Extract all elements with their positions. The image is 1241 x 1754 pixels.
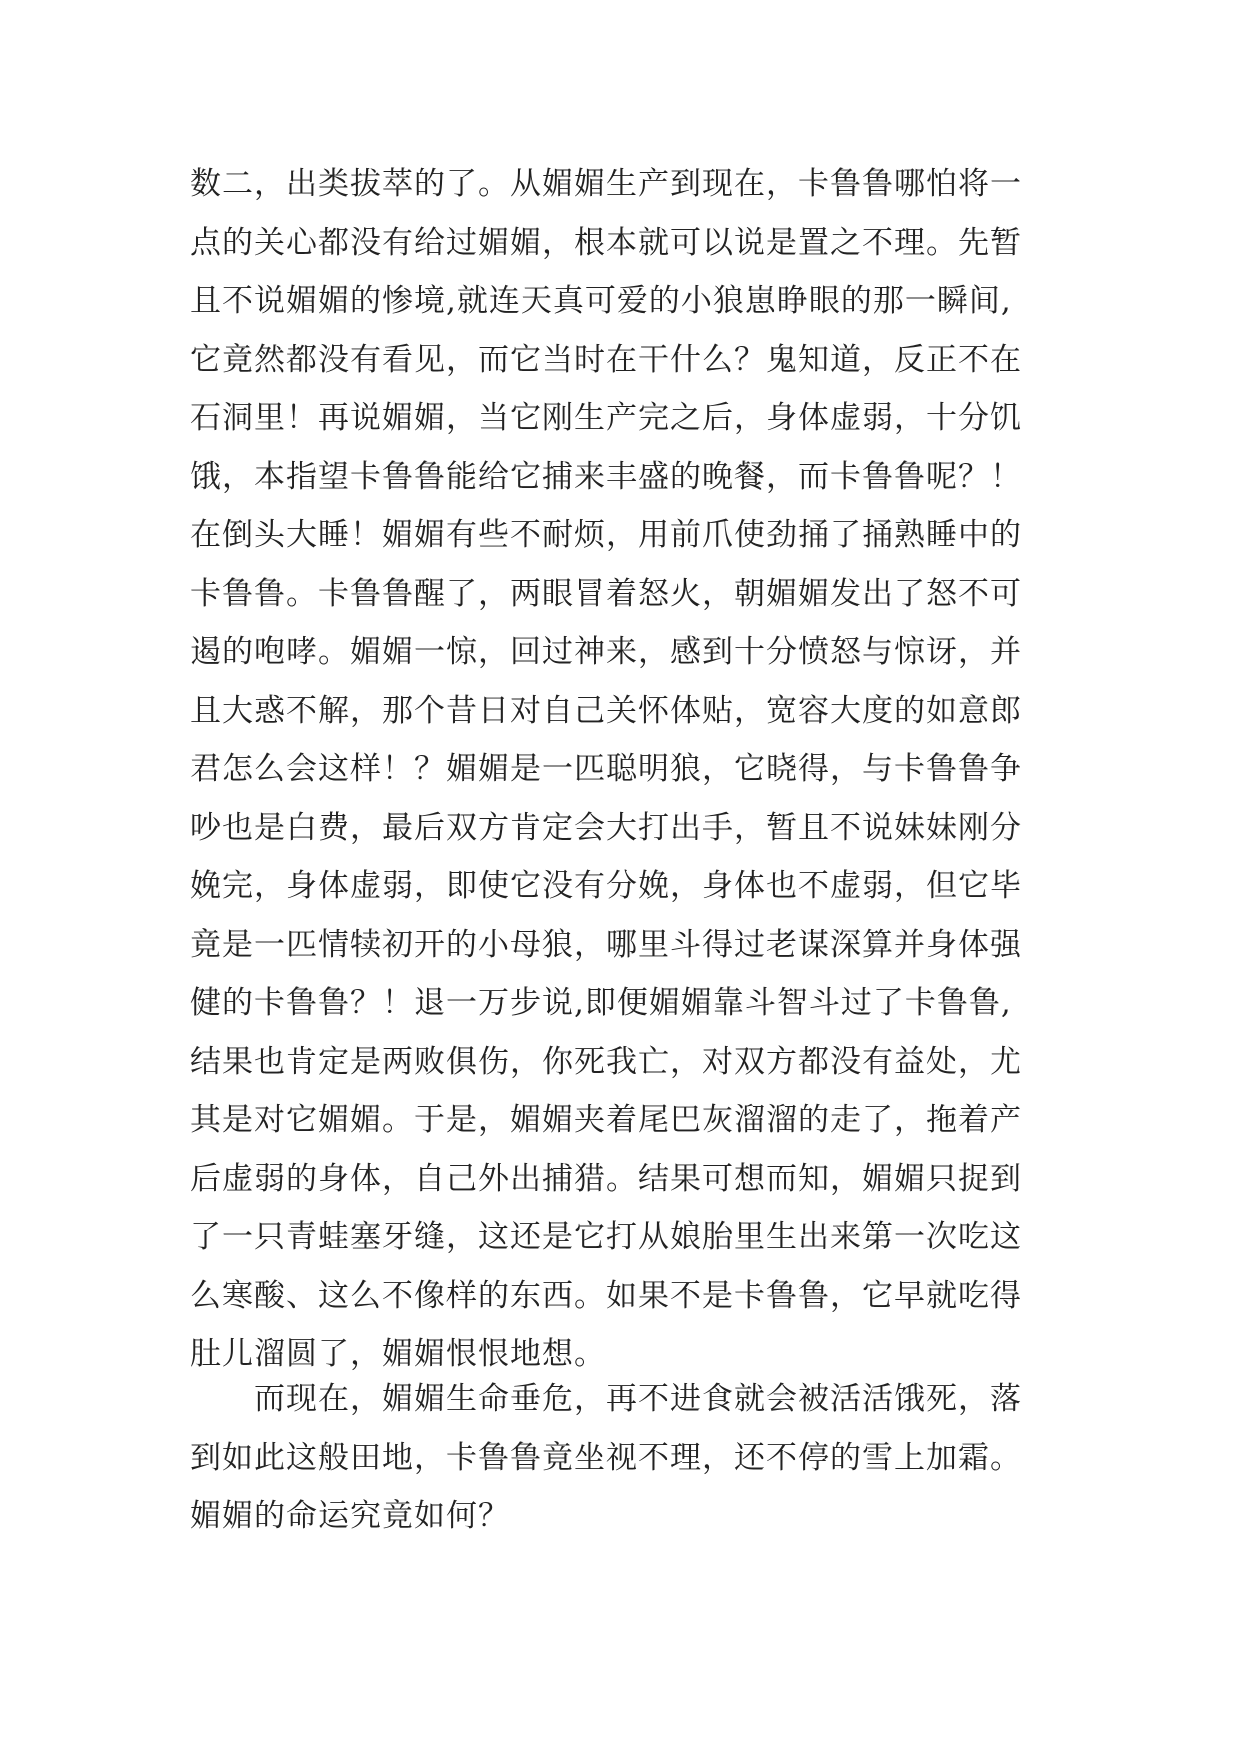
body-paragraph-1 [190, 155, 1070, 1384]
text-line: 结果也肯定是两败俱伤，你死我亡，对双方都没有益处，尤 [190, 1043, 1022, 1080]
text-line: 君怎么会这样！？媚媚是一匹聪明狼，它晓得，与卡鲁鲁争 [190, 751, 1022, 787]
text-line: 娩完，身体虚弱，即使它没有分娩，身体也不虚弱，但它毕 [190, 868, 1022, 904]
text-line: 其是对它媚媚。于是，媚媚夹着尾巴灰溜溜的走了，拖着产 [190, 1102, 1022, 1138]
text-line: 且大惑不解，那个昔日对自己关怀体贴，宽容大度的如意郎 [190, 692, 1022, 729]
text-line: 且不说媚媚的惨境,就连天真可爱的小狼崽睁眼的那一瞬间, [190, 283, 1012, 319]
text-line: 而现在，媚媚生命垂危，再不进食就会被活活饿死，落 [254, 1381, 1022, 1417]
text-line: 数二，出类拔萃的了。从媚媚生产到现在，卡鲁鲁哪怕将一 [190, 166, 1022, 202]
text-line: 到如此这般田地，卡鲁鲁竟坐视不理，还不停的雪上加霜。 [190, 1439, 1022, 1476]
text-line: 竟是一匹情犊初开的小母狼，哪里斗得过老谋深算并身体强 [190, 926, 1022, 963]
text-line: 在倒头大睡！媚媚有些不耐烦，用前爪使劲捅了捅熟睡中的 [190, 517, 1022, 553]
text-line: 媚媚的命运究竟如何？ [190, 1498, 510, 1534]
text-line: 后虚弱的身体，自己外出捕猎。结果可想而知，媚媚只捉到 [190, 1160, 1022, 1197]
body-paragraph-2 [190, 1370, 1070, 1546]
text-line: 肚儿溜圆了，媚媚恨恨地想。 [190, 1336, 606, 1372]
text-line: 它竟然都没有看见，而它当时在干什么？鬼知道，反正不在 [190, 341, 1022, 378]
text-line: 遏的咆哮。媚媚一惊，回过神来，感到十分愤怒与惊讶，并 [190, 634, 1022, 670]
text-line: 石洞里！再说媚媚，当它刚生产完之后，身体虚弱，十分饥 [190, 400, 1022, 436]
text-line: 健的卡鲁鲁？！退一万步说,即便媚媚靠斗智斗过了卡鲁鲁, [190, 985, 1012, 1021]
text-line: 么寒酸、这么不像样的东西。如果不是卡鲁鲁，它早就吃得 [190, 1277, 1022, 1314]
text-line: 卡鲁鲁。卡鲁鲁醒了，两眼冒着怒火，朝媚媚发出了怒不可 [190, 575, 1022, 612]
text-line: 了一只青蛙塞牙缝，这还是它打从娘胎里生出来第一次吃这 [190, 1219, 1022, 1255]
text-line: 点的关心都没有给过媚媚，根本就可以说是置之不理。先暂 [190, 224, 1022, 261]
text-line: 饿，本指望卡鲁鲁能给它捕来丰盛的晚餐，而卡鲁鲁呢？！ [190, 458, 1022, 495]
text-line: 吵也是白费，最后双方肯定会大打出手，暂且不说妹妹刚分 [190, 809, 1022, 846]
